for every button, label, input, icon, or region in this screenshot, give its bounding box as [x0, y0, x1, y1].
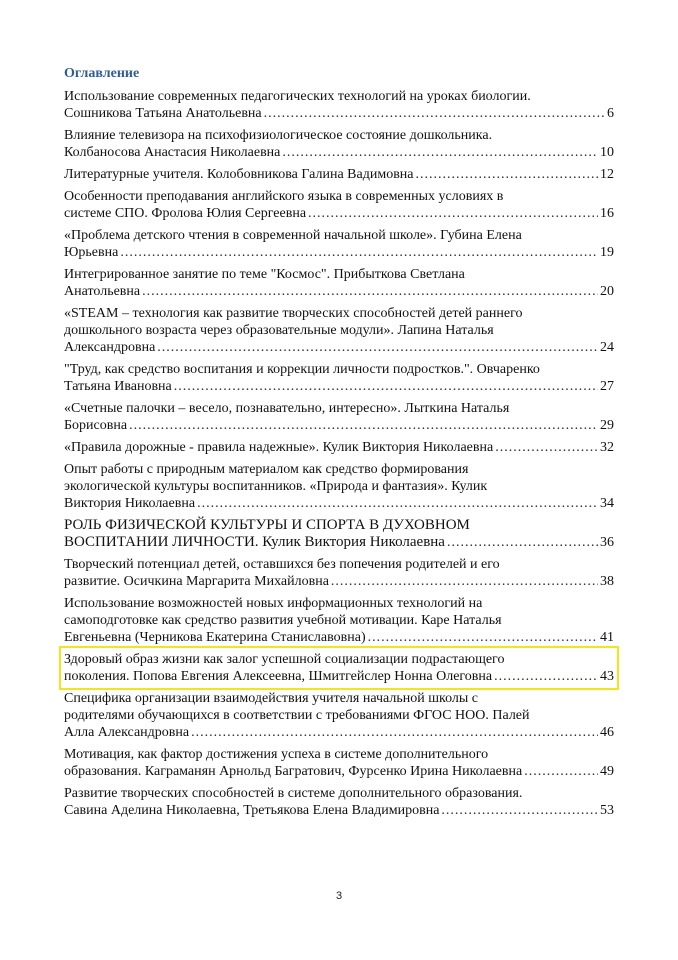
toc-entry-last-line: Алла Александровна	[64, 725, 190, 740]
toc-entry-line: "Труд, как средство воспитания и коррекции личности подростков.". Овчаренко	[64, 362, 540, 377]
dot-leader	[441, 802, 598, 819]
toc-entry-last-line: Татьяна Ивановна	[64, 379, 172, 394]
toc-entry-last-line: Виктория Николаевна	[64, 496, 196, 511]
toc-entry-last-line: Литературные учителя. Колобовникова Галина Вадимовна	[64, 167, 414, 182]
toc-entry-line: экологической культуры воспитанников. «Природа и фантазия». Кулик	[64, 479, 488, 494]
toc-entry[interactable]	[64, 746, 614, 780]
dot-leader	[174, 378, 598, 395]
toc-entry-last-line: Юрьевна	[64, 245, 119, 260]
toc-entry[interactable]	[64, 690, 614, 741]
dot-leader	[142, 283, 598, 300]
toc-entry[interactable]	[64, 361, 614, 395]
toc-entry[interactable]	[64, 461, 614, 512]
toc-entry[interactable]	[64, 266, 614, 300]
toc-entry-line: Особенности преподавания английского языка в современных условиях в	[64, 189, 504, 204]
toc-entry-page: 38	[600, 574, 614, 589]
toc-entry-page: 10	[600, 145, 614, 160]
toc-entry-line: самоподготовке как средство развития учебной мотивации. Каре Наталья	[64, 613, 502, 628]
toc-entry[interactable]	[64, 517, 614, 551]
toc-entry-last-line: Анатольевна	[64, 284, 141, 299]
toc-entry-line: Использование современных педагогических технологий на уроках биологии.	[64, 89, 531, 104]
toc-entry-last-line: Борисовна	[64, 418, 128, 433]
toc-entry-last-line: ВОСПИТАНИИ ЛИЧНОСТИ. Кулик Виктория Николаевна	[64, 534, 445, 550]
toc-entry-last-line: Евгеньевна (Черникова Екатерина Станиславовна)	[64, 630, 366, 645]
dot-leader	[191, 724, 598, 741]
dot-leader	[495, 439, 598, 456]
toc-entry-page: 53	[600, 803, 614, 818]
toc-entry-page: 43	[600, 669, 614, 684]
toc-entry[interactable]	[64, 127, 614, 161]
dot-leader	[524, 763, 598, 780]
toc-entry-page: 6	[607, 106, 614, 121]
toc-entry-page: 36	[600, 535, 614, 550]
toc-entry-last-line: системе СПО. Фролова Юлия Сергеевна	[64, 206, 307, 221]
toc-entry[interactable]	[64, 439, 614, 456]
toc-entry[interactable]	[64, 556, 614, 590]
dot-leader	[368, 629, 598, 646]
toc-entry-line: Использование возможностей новых информационных технологий на	[64, 596, 483, 611]
toc-entry-last-line: «Правила дорожные - правила надежные». Кулик Виктория Николаевна	[64, 440, 494, 455]
toc-entry-last-line: Савина Аделина Николаевна, Третьякова Елена Владимировна	[64, 803, 440, 818]
page-number: 3	[335, 890, 343, 902]
toc-entry-line: «Счетные палочки – весело, познавательно, интересно». Лыткина Наталья	[64, 401, 510, 416]
toc-entry[interactable]	[64, 166, 614, 183]
toc-entry-page: 19	[600, 245, 614, 260]
toc-entry-page: 24	[600, 340, 614, 355]
toc-entry-last-line: Колбаносова Анастасия Николаевна	[64, 145, 281, 160]
toc-entry-line: Специфика организации взаимодействия учителя начальной школы с	[64, 691, 479, 706]
toc-entry-page: 49	[600, 764, 614, 779]
toc-entry-line: Интегрированное занятие по теме "Космос". Прибыткова Светлана	[64, 267, 465, 282]
toc-entry-page: 32	[600, 440, 614, 455]
toc-entry-page: 20	[600, 284, 614, 299]
toc-entry[interactable]	[64, 595, 614, 646]
toc-entry[interactable]	[64, 785, 614, 819]
dot-leader	[157, 339, 598, 356]
toc-entry[interactable]	[64, 305, 614, 356]
toc-entry[interactable]	[64, 188, 614, 222]
dot-leader	[416, 166, 598, 183]
toc-entry-line: Здоровый образ жизни как залог успешной социализации подрастающего	[64, 652, 505, 667]
toc-entry-page: 41	[600, 630, 614, 645]
dot-leader	[264, 105, 605, 122]
dot-leader	[331, 573, 598, 590]
dot-leader	[494, 668, 598, 685]
toc-entry-page: 27	[600, 379, 614, 394]
toc-entry-last-line: Сошникова Татьяна Анатольевна	[64, 106, 262, 121]
toc-entry-line: дошкольного возраста через образовательные модули». Лапина Наталья	[64, 323, 494, 338]
toc-title: Оглавление	[64, 66, 140, 81]
dot-leader	[308, 205, 598, 222]
toc-entry-line: родителями обучающихся в соответствии с требованиями ФГОС НОО. Палей	[64, 708, 530, 723]
toc-entry-page: 46	[600, 725, 614, 740]
toc-entry[interactable]	[64, 400, 614, 434]
toc-entry-page: 16	[600, 206, 614, 221]
toc-list	[64, 88, 614, 824]
toc-entry[interactable]	[64, 227, 614, 261]
toc-entry-line: «STEAM – технология как развитие творческих способностей детей раннего	[64, 306, 523, 321]
toc-entry-page: 29	[600, 418, 614, 433]
toc-entry-last-line: Александровна	[64, 340, 156, 355]
toc-entry-last-line: образования. Каграманян Арнольд Багратович, Фурсенко Ирина Николаевна	[64, 764, 523, 779]
toc-entry-page: 12	[600, 167, 614, 182]
toc-entry-line: Влияние телевизора на психофизиологическое состояние дошкольника.	[64, 128, 493, 143]
dot-leader	[447, 534, 598, 551]
dot-leader	[129, 417, 598, 434]
dot-leader	[120, 244, 598, 261]
dot-leader	[197, 495, 598, 512]
toc-entry-last-line: поколения. Попова Евгения Алексеевна, Шмитгейслер Нонна Олеговна	[64, 669, 493, 684]
toc-entry[interactable]	[64, 88, 614, 122]
toc-entry[interactable]	[64, 651, 614, 685]
toc-entry-line: Творческий потенциал детей, оставшихся без попечения родителей и его	[64, 557, 500, 572]
toc-entry-line: РОЛЬ ФИЗИЧЕСКОЙ КУЛЬТУРЫ И СПОРТА В ДУХОВНОМ	[64, 517, 470, 533]
toc-entry-line: Развитие творческих способностей в системе дополнительного образования.	[64, 786, 523, 801]
toc-entry-line: Опыт работы с природным материалом как средство формирования	[64, 462, 469, 477]
toc-entry-last-line: развитие. Осичкина Маргарита Михайловна	[64, 574, 329, 589]
toc-entry-line: «Проблема детского чтения в современной начальной школе». Губина Елена	[64, 228, 522, 243]
dot-leader	[282, 144, 598, 161]
toc-entry-page: 34	[600, 496, 614, 511]
toc-entry-line: Мотивация, как фактор достижения успеха в системе дополнительного	[64, 747, 489, 762]
